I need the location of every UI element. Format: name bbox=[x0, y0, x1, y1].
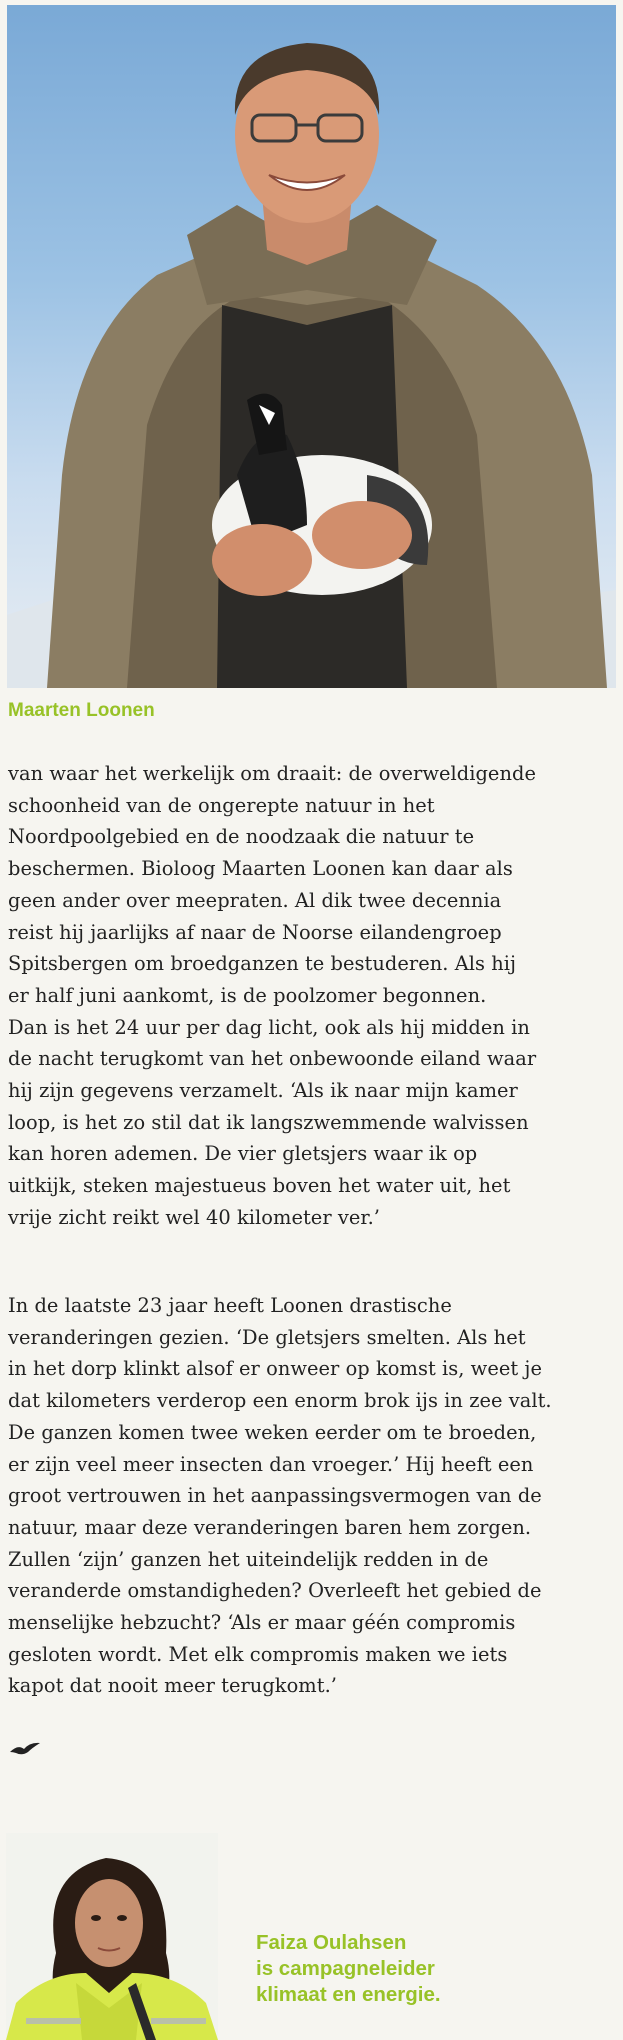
text-line: kapot dat nooit meer terugkomt.’ bbox=[8, 1674, 338, 1698]
text-line: de nacht terugkomt van het onbewoonde eiland waar bbox=[8, 1047, 537, 1071]
text-line: loop, is het zo stil dat ik langszwemmende walvissen bbox=[8, 1110, 529, 1134]
article-paragraph-1 bbox=[8, 758, 613, 1234]
text-line: kan horen ademen. De vier gletsjers waar ik op bbox=[8, 1142, 478, 1166]
text-line: dat kilometers verderop een enorm brok ijs in zee valt. bbox=[8, 1389, 552, 1413]
text-line: uitkijk, steken majestueus boven het water uit, het bbox=[8, 1174, 511, 1198]
text-line: schoonheid van de ongerepte natuur in het bbox=[8, 793, 435, 817]
text-line: er half juni aankomt, is de poolzomer begonnen. bbox=[8, 983, 487, 1007]
text-line: beschermen. Bioloog Maarten Loonen kan daar als bbox=[8, 857, 513, 881]
text-line: Spitsbergen om broedganzen te bestuderen. Als hij bbox=[8, 952, 517, 976]
author-bio bbox=[256, 1930, 441, 2008]
article-paragraph-2 bbox=[8, 1290, 613, 1702]
text-line: Dan is het 24 uur per dag licht, ook als hij midden in bbox=[8, 1015, 530, 1039]
text-line: Noordpoolgebied en de noodzaak die natuur te bbox=[8, 825, 475, 849]
author-role: is campagneleider bbox=[256, 1957, 435, 1980]
text-line: De ganzen komen twee weken eerder om te broeden, bbox=[8, 1420, 537, 1444]
text-line: natuur, maar deze veranderingen baren hem zorgen. bbox=[8, 1515, 532, 1539]
text-line: Zullen ‘zijn’ ganzen het uiteindelijk redden in de bbox=[8, 1547, 489, 1571]
text-line: vrije zicht reikt wel 40 kilometer ver.’ bbox=[8, 1205, 381, 1229]
text-line: er zijn veel meer insecten dan vroeger.’ Hij heeft een bbox=[8, 1452, 534, 1476]
text-line: reist hij jaarlijks af naar de Noorse eilandengroep bbox=[8, 920, 502, 944]
text-line: veranderingen gezien. ‘De gletsjers smelten. Als het bbox=[8, 1325, 526, 1349]
text-line: menselijke hebzucht? ‘Als er maar géén compromis bbox=[8, 1611, 516, 1635]
text-line: In de laatste 23 jaar heeft Loonen drastische bbox=[8, 1294, 452, 1317]
author-name: Faiza Oulahsen bbox=[256, 1931, 407, 1954]
text-line: groot vertrouwen in het aanpassingsvermogen van de bbox=[8, 1484, 542, 1508]
text-line: hij zijn gegevens verzamelt. ‘Als ik naar mijn kamer bbox=[8, 1079, 518, 1103]
portrait-photo-icon bbox=[7, 5, 616, 688]
bird-end-mark-icon bbox=[8, 1740, 42, 1762]
author-photo-icon bbox=[6, 1833, 218, 2040]
author-role: klimaat en energie. bbox=[256, 1983, 441, 2006]
text-line: geen ander over meepraten. Al dik twee decennia bbox=[8, 888, 502, 912]
photo-caption: Maarten Loonen bbox=[8, 700, 155, 721]
author-photo bbox=[6, 1833, 218, 2040]
text-line: van waar het werkelijk om draait: de overweldigende bbox=[8, 762, 536, 785]
text-line: gesloten wordt. Met elk compromis maken we iets bbox=[8, 1642, 508, 1666]
main-photo bbox=[7, 5, 616, 688]
text-line: veranderde omstandigheden? Overleeft het gebied de bbox=[8, 1579, 542, 1603]
text-line: in het dorp klinkt alsof er onweer op komst is, weet je bbox=[8, 1357, 543, 1381]
